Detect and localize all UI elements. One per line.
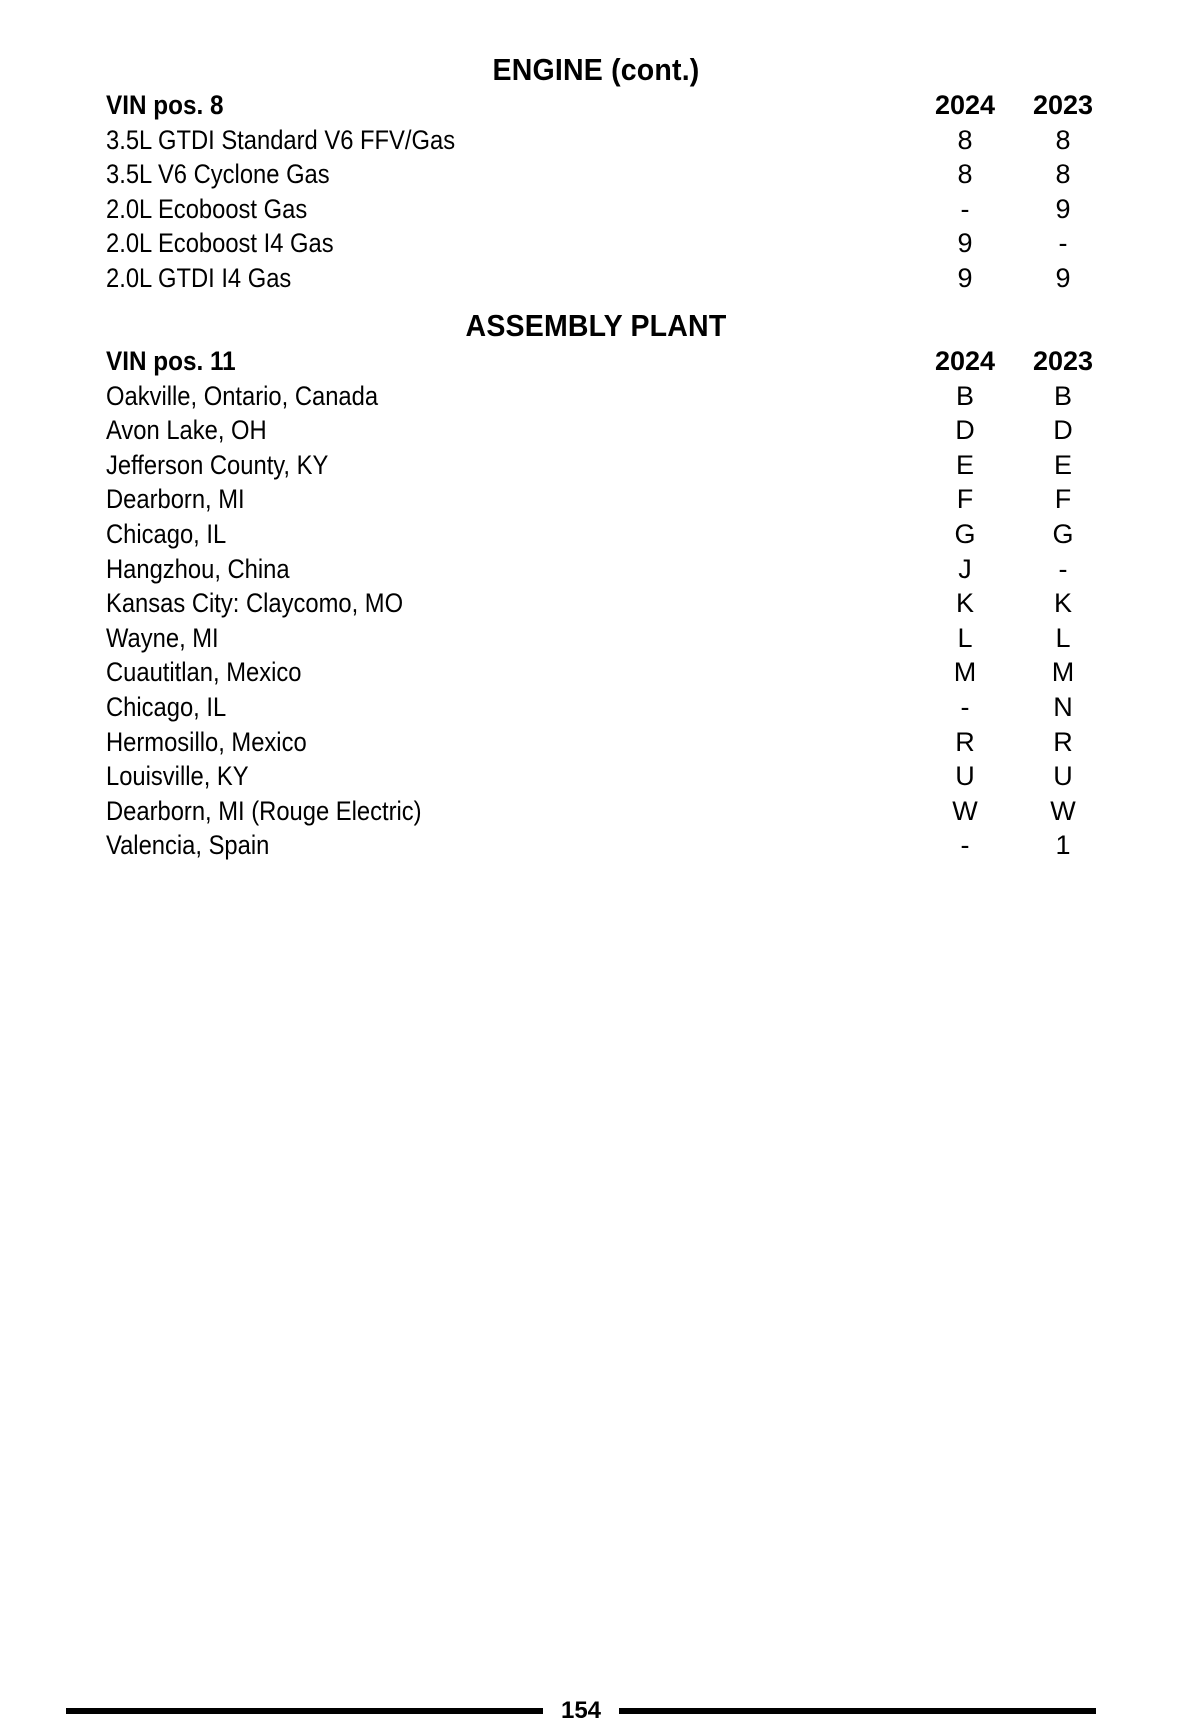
row-label: Chicago, IL bbox=[106, 518, 227, 549]
code-2023: E bbox=[1053, 449, 1072, 480]
engine-header-2023: 2023 bbox=[1032, 90, 1094, 120]
code-2024: 9 bbox=[957, 228, 973, 259]
code-2023: 1 bbox=[1055, 830, 1071, 861]
table-row bbox=[106, 828, 1086, 863]
code-2023: K bbox=[1053, 588, 1072, 619]
row-label: Kansas City: Claycomo, MO bbox=[106, 588, 404, 619]
row-label: 2.0L Ecoboost I4 Gas bbox=[106, 228, 334, 259]
code-2023: W bbox=[1050, 795, 1076, 826]
code-2024: - bbox=[960, 830, 970, 861]
engine-header-label: VIN pos. 8 bbox=[106, 90, 224, 120]
row-label: 3.5L GTDI Standard V6 FFV/Gas bbox=[106, 124, 456, 155]
code-2023: B bbox=[1053, 380, 1072, 411]
engine-header-2024: 2024 bbox=[934, 90, 996, 120]
assembly-header-2024: 2024 bbox=[934, 346, 996, 376]
code-2024: 9 bbox=[957, 262, 973, 293]
code-2024: D bbox=[955, 415, 975, 446]
code-2024: J bbox=[958, 553, 972, 584]
assembly-plant-table-header bbox=[106, 344, 1094, 379]
table-row bbox=[106, 586, 1086, 621]
row-label: Cuautitlan, Mexico bbox=[106, 657, 302, 688]
code-2023: 8 bbox=[1055, 124, 1071, 155]
table-row bbox=[106, 448, 1086, 483]
code-2024: M bbox=[953, 657, 977, 688]
footer-rule-right bbox=[619, 1708, 1096, 1714]
row-label: Hermosillo, Mexico bbox=[106, 726, 307, 757]
footer-rule-left bbox=[66, 1708, 543, 1714]
code-2024: E bbox=[955, 449, 974, 480]
table-row bbox=[106, 655, 1086, 690]
table-row bbox=[106, 794, 1086, 829]
table-row bbox=[106, 192, 1086, 227]
table-row bbox=[106, 552, 1086, 587]
table-row bbox=[106, 759, 1086, 794]
row-label: Hangzhou, China bbox=[106, 553, 290, 584]
assembly-header-2023: 2023 bbox=[1032, 346, 1094, 376]
row-label: Chicago, IL bbox=[106, 691, 227, 722]
code-2023: N bbox=[1053, 691, 1073, 722]
code-2023: 9 bbox=[1055, 193, 1071, 224]
table-row bbox=[106, 725, 1086, 760]
code-2024: F bbox=[956, 484, 974, 515]
code-2023: F bbox=[1054, 484, 1072, 515]
code-2023: 8 bbox=[1055, 159, 1071, 190]
row-label: Jefferson County, KY bbox=[106, 449, 329, 480]
code-2023: L bbox=[1055, 622, 1071, 653]
row-label: Dearborn, MI bbox=[106, 484, 245, 515]
code-2024: L bbox=[957, 622, 973, 653]
assembly-header-label: VIN pos. 11 bbox=[106, 346, 236, 376]
row-label: Valencia, Spain bbox=[106, 830, 270, 861]
code-2023: - bbox=[1058, 228, 1068, 259]
code-2024: U bbox=[955, 761, 975, 792]
row-label: Dearborn, MI (Rouge Electric) bbox=[106, 795, 422, 826]
table-row bbox=[106, 379, 1086, 414]
code-2023: R bbox=[1053, 726, 1073, 757]
assembly-plant-section-title: ASSEMBLY PLANT bbox=[465, 308, 727, 343]
code-2023: U bbox=[1053, 761, 1073, 792]
table-row bbox=[106, 157, 1086, 192]
code-2023: M bbox=[1051, 657, 1075, 688]
code-2023: 9 bbox=[1055, 262, 1071, 293]
table-row bbox=[106, 261, 1086, 296]
code-2024: 8 bbox=[957, 124, 973, 155]
row-label: 2.0L GTDI I4 Gas bbox=[106, 262, 292, 293]
code-2024: K bbox=[955, 588, 974, 619]
table-row bbox=[106, 621, 1086, 656]
table-row bbox=[106, 413, 1086, 448]
code-2024: R bbox=[955, 726, 975, 757]
row-label: 2.0L Ecoboost Gas bbox=[106, 193, 308, 224]
code-2024: - bbox=[960, 691, 970, 722]
code-2024: 8 bbox=[957, 159, 973, 190]
page-number: 154 bbox=[560, 1697, 602, 1724]
table-row bbox=[106, 517, 1086, 552]
code-2023: G bbox=[1052, 518, 1074, 549]
row-label: 3.5L V6 Cyclone Gas bbox=[106, 159, 330, 190]
row-label: Wayne, MI bbox=[106, 622, 219, 653]
engine-table-header bbox=[106, 88, 1094, 123]
row-label: Oakville, Ontario, Canada bbox=[106, 380, 379, 411]
table-row bbox=[106, 690, 1086, 725]
assembly-plant-section bbox=[106, 308, 1094, 863]
row-label: Avon Lake, OH bbox=[106, 415, 267, 446]
code-2024: - bbox=[960, 193, 970, 224]
code-2023: D bbox=[1053, 415, 1073, 446]
engine-section bbox=[106, 52, 1094, 296]
code-2023: - bbox=[1058, 553, 1068, 584]
code-2024: G bbox=[954, 518, 976, 549]
table-row bbox=[106, 123, 1086, 158]
table-row bbox=[106, 482, 1086, 517]
code-2024: B bbox=[955, 380, 974, 411]
engine-section-title: ENGINE (cont.) bbox=[492, 52, 700, 87]
code-2024: W bbox=[952, 795, 978, 826]
page-footer bbox=[66, 1693, 1096, 1729]
row-label: Louisville, KY bbox=[106, 761, 249, 792]
table-row bbox=[106, 226, 1086, 261]
